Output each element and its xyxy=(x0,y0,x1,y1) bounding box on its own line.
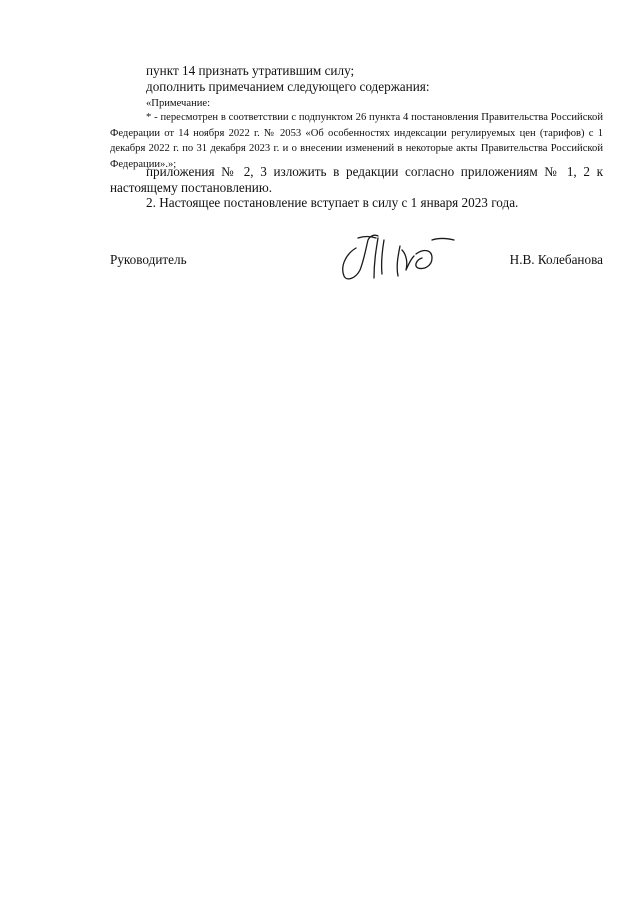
note-text: * - пересмотрен в соответствии с подпунктом 26 пункта 4 постановления Правительства Российской Федерации от 14 ноября 2022 г. № 2053 «Об особенностях индексации регулируемых цен (тарифов) с 1 декабря 2022 г. по 31 декабря 2023 г. и о внесении изменений в некоторые акты Правительства Российской Федерации».»; xyxy=(110,112,603,170)
signature-stroke-1 xyxy=(343,235,378,279)
handwritten-signature xyxy=(336,226,460,284)
item-14-repeal-line: пункт 14 признать утратившим силу; xyxy=(146,63,355,78)
effective-date-line: 2. Настоящее постановление вступает в силу с 1 января 2023 года. xyxy=(146,195,519,210)
add-note-line: дополнить примечанием следующего содержания: xyxy=(146,79,430,94)
note-heading: «Примечание: xyxy=(146,98,211,109)
signatory-role: Руководитель xyxy=(110,252,187,267)
signature-stroke-7 xyxy=(416,251,432,269)
appendices-line: приложения № 2, 3 изложить в редакции согласно приложениям № 1, 2 к настоящему постановлению. xyxy=(110,164,603,195)
signatory-name: Н.В. Колебанова xyxy=(509,252,603,267)
signature-stroke-2 xyxy=(358,237,376,239)
signature-stroke-8 xyxy=(432,239,454,241)
signature-stroke-6 xyxy=(402,250,414,270)
signature-stroke-4 xyxy=(382,240,384,274)
signature-stroke-5 xyxy=(397,246,400,276)
signature-stroke-3 xyxy=(374,238,378,278)
